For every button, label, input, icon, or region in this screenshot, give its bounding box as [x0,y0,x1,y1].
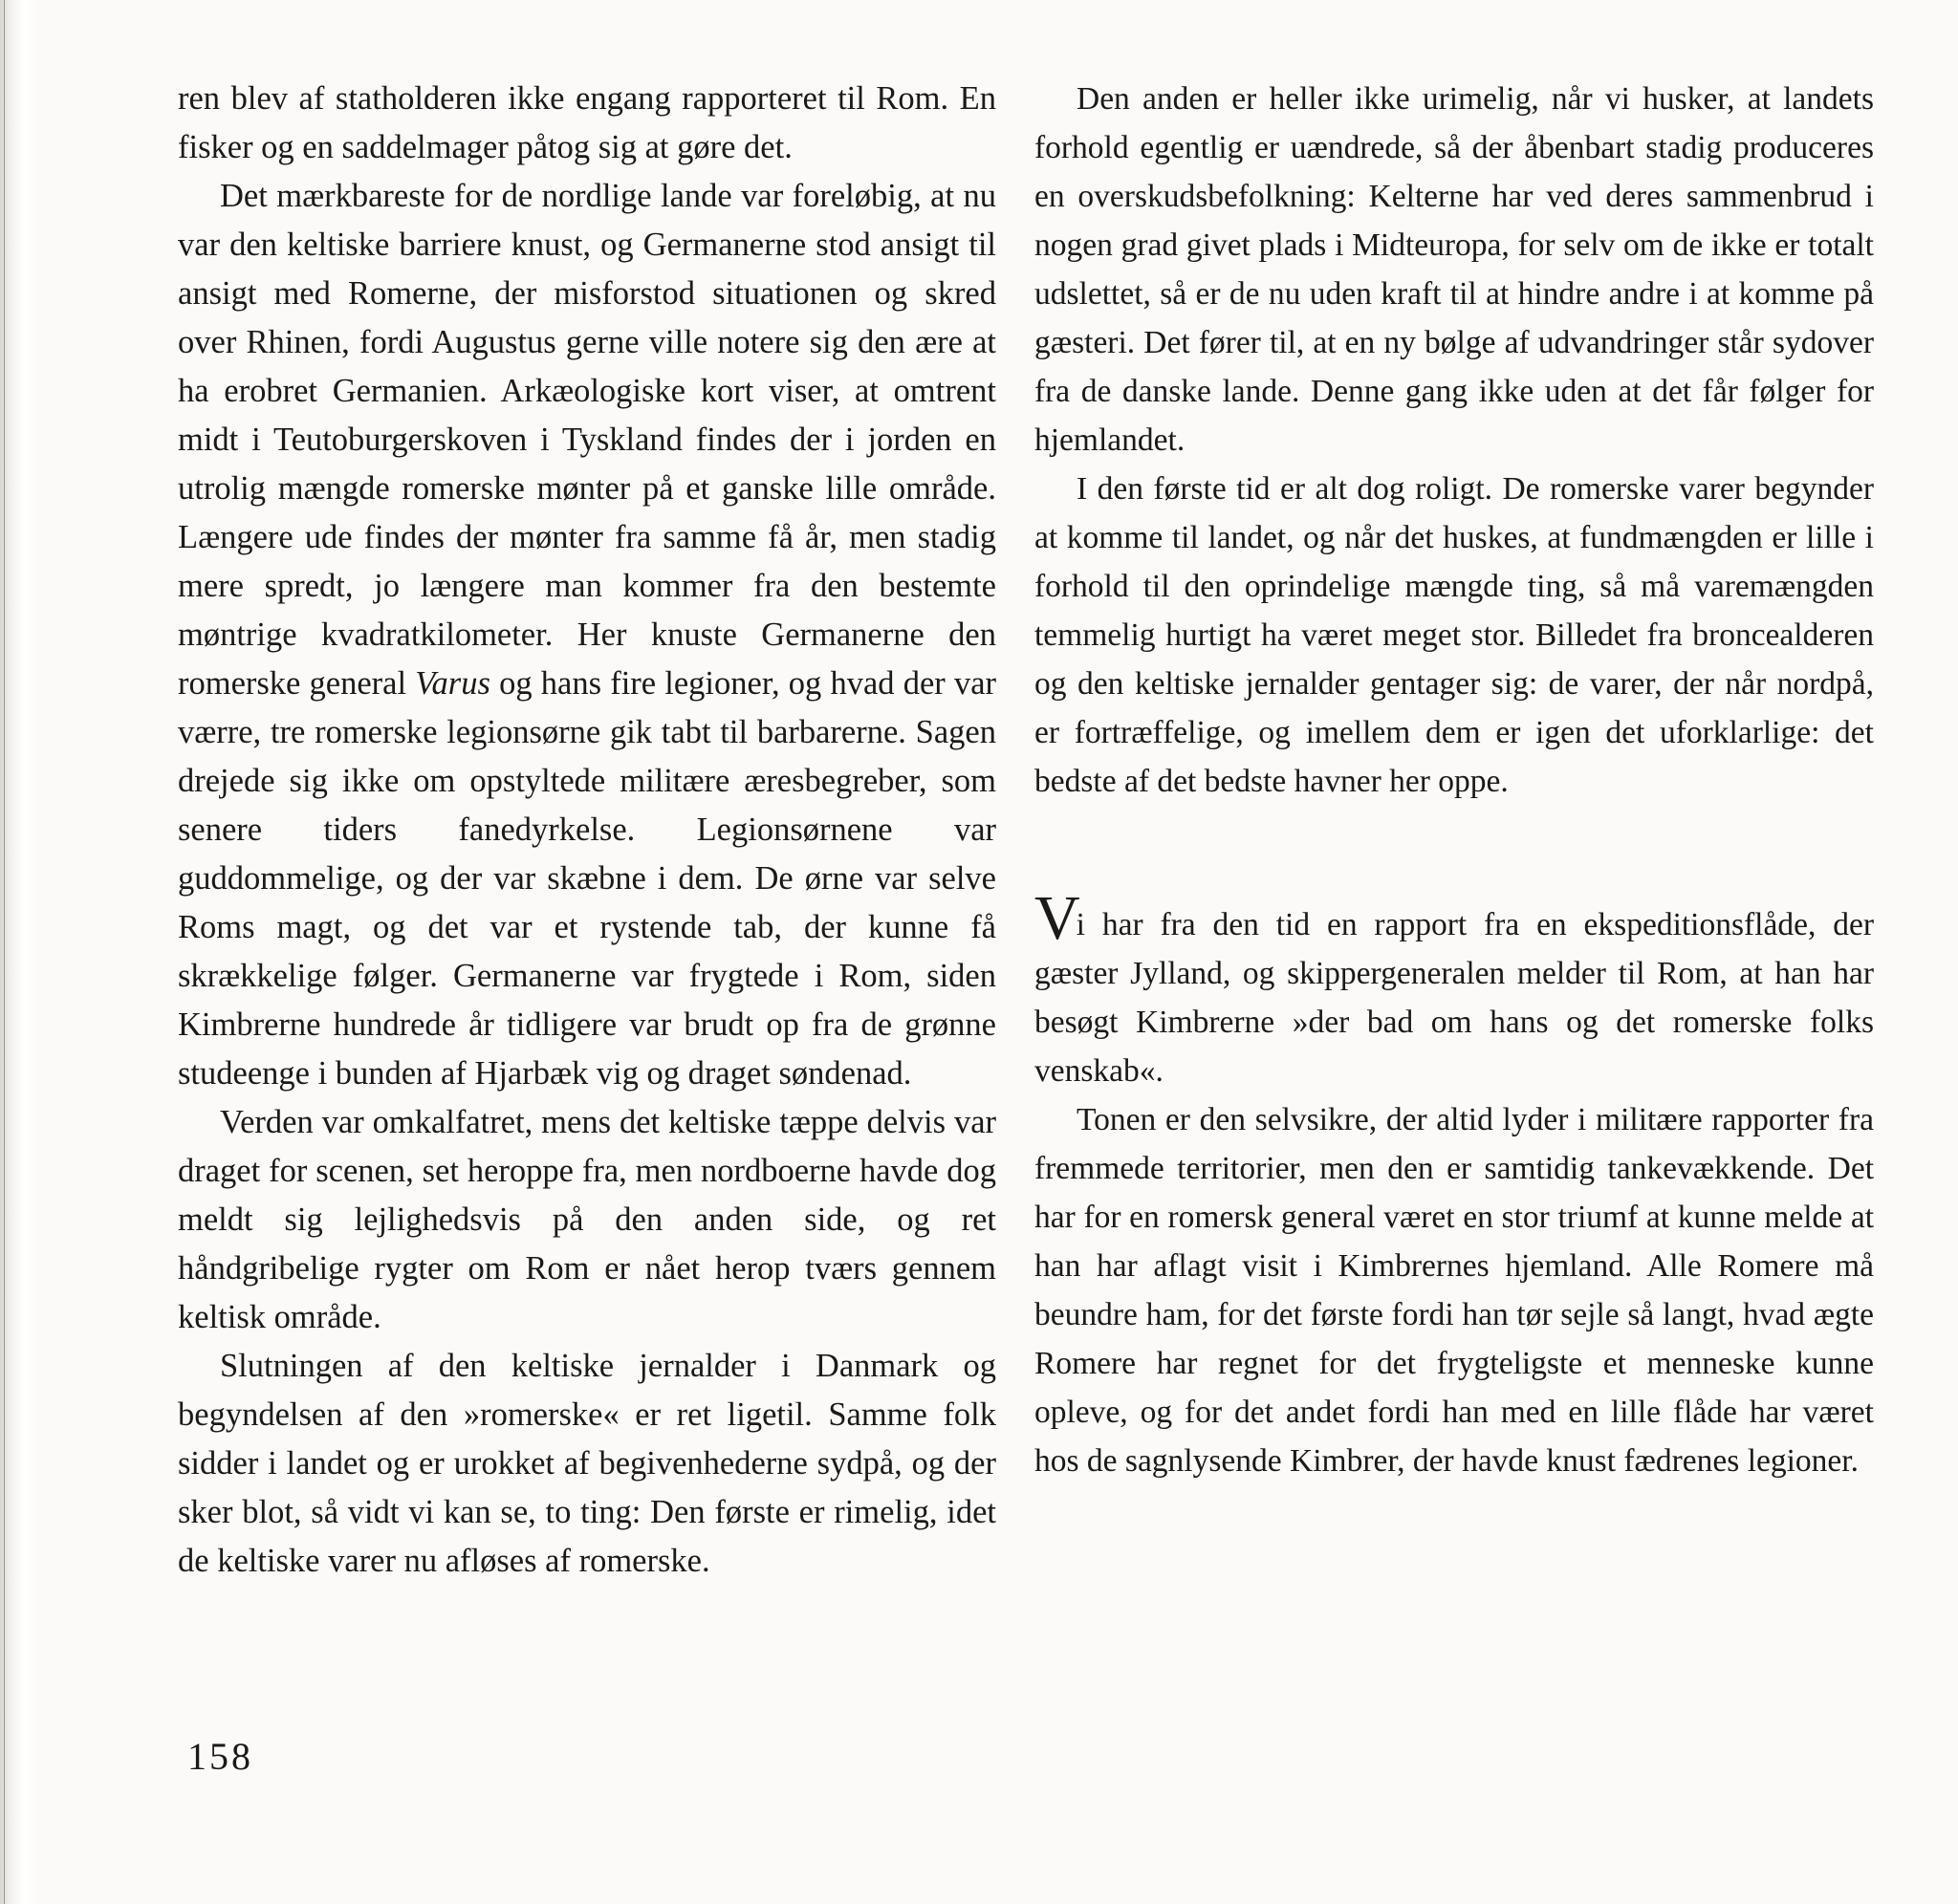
paragraph-text: i har fra den tid en rapport fra en ekspeditionsflåde, der gæster Jylland, og skippergeneralen melder til Rom, at han har besøgt Kimbrerne »der bad om hans og det romerske folks venskab«. [1034,907,1874,1089]
paragraph: Tonen er den selvsikre, der altid lyder i militære rapporter fra fremmede territorier, men den er samtidig tankevækkende. Det har for en romersk general været en stor triumf at kunne melde at han har aflagt visit i Kimbrernes hjemland. Alle Romere må beundre ham, for det første fordi han tør sejle så langt, hvad ægte Romere har regnet for det frygteligste et menneske kunne opleve, og for det andet fordi han med en lille flåde har været hos de sagnlysende Kimbrer, der havde knust fædrenes legioner. [1034,1102,1874,1479]
paragraph: I den første tid er alt dog roligt. De romerske varer begynder at komme til landet, og når det huskes, at fundmængden er lille i forhold til den oprindelige mængde ting, så må varemængden temmelig hurtigt ha været meget stor. Billedet fra broncealderen og den keltiske jernalder gentager sig: de varer, der når nordpå, er fortræffelige, og imellem dem er igen det uforklarlige: det bedste af det bedste havner her oppe. [1034,471,1874,799]
paragraph-text: og hans fire legioner, og hvad der var værre, tre romerske legionsørne gik tabt til barbarerne. Sagen drejede sig ikke om opstyltede militære æresbegreber, som senere tiders fanedyrkelse. Legionsørnene var guddommelige, og der var skæbne i dem. De ørne var selve Roms magt, og det var et rystende tab, der kunne få skrækkelige følger. Germanerne var frygtede i Rom, siden Kimbrerne hundrede år tidligere var brudt op fra de grønne studeenge i bunden af Hjarbæk vig og draget søndenad. [178,665,997,1092]
page-gutter [0,0,38,1904]
paragraph-text: Det mærkbareste for de nordlige lande var foreløbig, at nu var den keltiske barriere knust, og Germanerne stod ansigt til ansigt med Romerne, der misforstod situationen og skred over Rhinen, fordi Augustus gerne ville notere sig den ære at ha erobret Germanien. Arkæologiske kort viser, at omtrent midt i Teutoburgerskoven i Tyskland findes der i jorden en utrolig mængde romerske mønter på et ganske lille område. Længere ude findes der mønter fra samme få år, men stadig mere spredt, jo længere man kommer fra den bestemte møntrige kvadratkilometer. Her knuste Germanerne den romerske general [178,178,996,702]
paragraph: Verden var omkalfatret, mens det keltiske tæppe delvis var draget for scenen, set heroppe fra, men nordboerne havde dog meldt sig lejlighedsvis på den anden side, og ret håndgribelige rygter om Rom er nået herop tværs gennem keltisk område. [178,1104,996,1335]
italic-name: Varus [415,665,490,702]
drop-cap: V [1034,883,1080,953]
paragraph [178,172,996,1098]
section-break [1034,806,1874,899]
left-column [178,75,996,1586]
paragraph [1034,883,1874,1095]
page-number: 158 [187,1735,253,1778]
paragraph: Slutningen af den keltiske jernalder i Danmark og begyndelsen af den »romerske« er ret ligetil. Samme folk sidder i landet og er urokket af begivenhederne sydpå, og der sker blot, så vidt vi kan se, to ting: Den første er rimelig, idet de keltiske varer nu afløses af romerske. [178,1348,996,1579]
paragraph: ren blev af statholderen ikke engang rapporteret til Rom. En fisker og en saddelmager påtog sig at gøre det. [178,80,996,165]
binding-edge [4,0,5,1904]
right-column [1034,75,1874,1485]
paragraph: Den anden er heller ikke urimelig, når vi husker, at landets forhold egentlig er uændrede, så der åbenbart stadig produceres en overskudsbefolkning: Kelterne har ved deres sammenbrud i nogen grad givet plads i Midteuropa, for selv om de ikke er totalt udslettet, så er de nu uden kraft til at hindre andre i at komme på gæsteri. Det fører til, at en ny bølge af udvandringer står sydover fra de danske lande. Denne gang ikke uden at det får følger for hjemlandet. [1034,81,1874,458]
